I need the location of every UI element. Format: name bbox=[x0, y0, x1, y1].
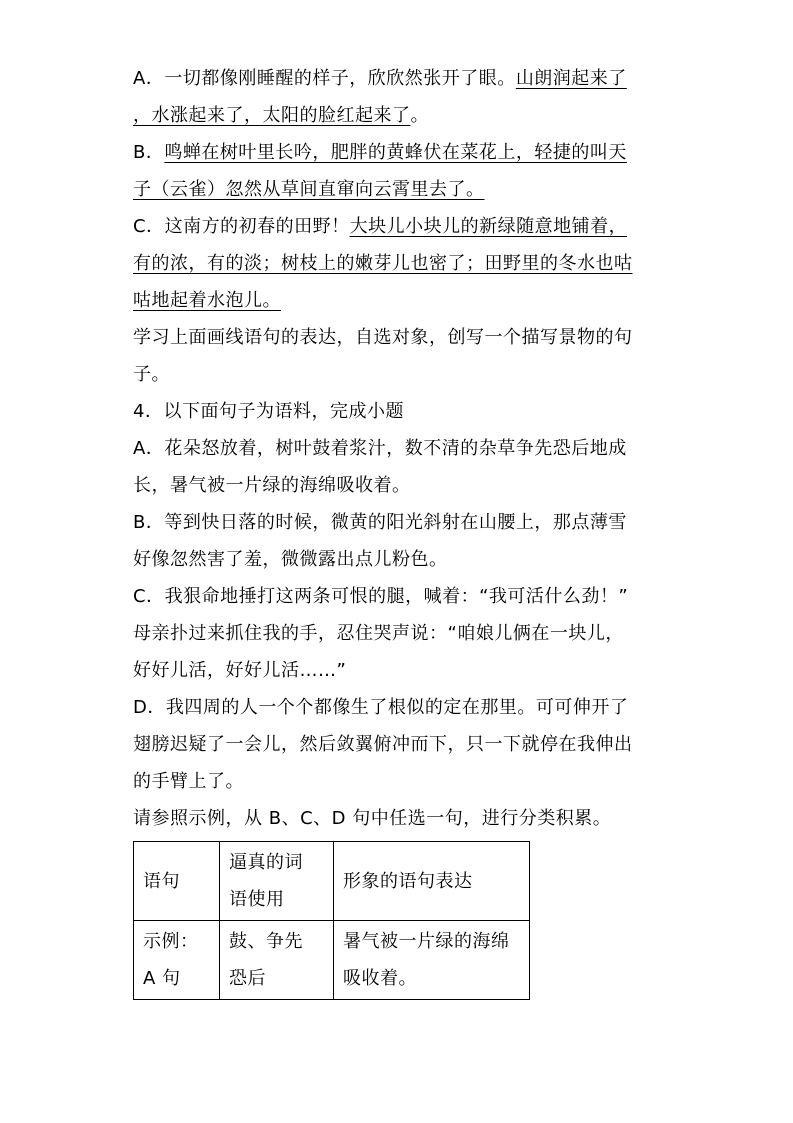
q3-option-b-underlined: 鸣蝉在树叶里长吟，肥胖的黄蜂伏在菜花上，轻捷的叫天 bbox=[164, 142, 627, 163]
table-row bbox=[134, 921, 530, 1000]
example-cell-sentence: 示例： A 句 bbox=[134, 921, 220, 1000]
q4-option-a-line-1: A．花朵怒放着，树叶鼓着浆汁，数不清的杂草争先恐后地成 bbox=[133, 438, 627, 459]
q4-option-d-line-2: 翅膀迟疑了一会儿，然后敛翼俯冲而下，只一下就停在我伸出 bbox=[133, 734, 633, 755]
q4-option-b bbox=[133, 504, 678, 578]
q4-heading: 4．以下面句子为语料，完成小题 bbox=[133, 401, 404, 422]
q4-option-d bbox=[133, 689, 678, 800]
header-cell-expression: 形象的语句表达 bbox=[334, 842, 530, 921]
q3-option-a-underlined-cont: ，水涨起来了，太阳的脸红起来了 bbox=[133, 105, 411, 126]
q4-option-c-line-1: C．我狠命地捶打这两条可恨的腿，喊着：“我可活什么劲！” bbox=[133, 586, 629, 607]
q4-option-c bbox=[133, 578, 678, 689]
q3-option-c-underlined-end: 咕地起着水泡儿。 bbox=[133, 290, 281, 311]
q3-task-line-1: 学习上面画线语句的表达，自选对象，创写一个描写景物的句 bbox=[133, 327, 633, 348]
q3-option-b-label: B． bbox=[133, 142, 165, 163]
q4-instruction: 请参照示例，从 B、C、D 句中任选一句，进行分类积累。 bbox=[133, 808, 612, 829]
table-header-row bbox=[134, 842, 530, 921]
q3-option-c-underlined-cont: 有的浓，有的淡；树枝上的嫩芽儿也密了；田野里的冬水也咕 bbox=[133, 253, 633, 274]
q3-option-b-underlined-cont: 子（云雀）忽然从草间直窜向云霄里去了。 bbox=[133, 179, 485, 200]
q3-option-c bbox=[133, 208, 678, 319]
q3-option-a-period: 。 bbox=[410, 105, 429, 126]
header-cell-word-use: 逼真的词 语使用 bbox=[220, 842, 334, 921]
worksheet-page bbox=[133, 60, 678, 1000]
q4-option-d-line-3: 的手臂上了。 bbox=[133, 771, 244, 792]
q3-option-b bbox=[133, 134, 678, 208]
example-cell-word-use: 鼓、争先 恐后 bbox=[220, 921, 334, 1000]
q3-task-line-2: 子。 bbox=[133, 364, 170, 385]
q4-option-b-line-1: B．等到快日落的时候，微黄的阳光斜射在山腰上，那点薄雪 bbox=[133, 512, 627, 533]
q3-option-a-underlined: 山朗润起来了 bbox=[515, 68, 627, 89]
q3-option-c-underlined: 大块儿小块儿的新绿随意地铺着， bbox=[349, 216, 628, 237]
q4-option-c-line-3: 好好儿活，好好儿活……” bbox=[133, 660, 347, 681]
q4-option-b-line-2: 好像忽然害了羞，微微露出点儿粉色。 bbox=[133, 549, 448, 570]
q4-option-d-line-1: D．我四周的人一个个都像生了根似的定在那里。可可伸开了 bbox=[133, 697, 629, 718]
q3-option-a bbox=[133, 60, 678, 134]
classification-table bbox=[133, 841, 530, 1000]
q4-option-a-line-2: 长，暑气被一片绿的海绵吸收着。 bbox=[133, 475, 411, 496]
q3-option-c-text: C．这南方的初春的田野！ bbox=[133, 216, 350, 237]
q4-option-a bbox=[133, 430, 678, 504]
q3-task bbox=[133, 319, 678, 393]
header-cell-sentence: 语句 bbox=[134, 842, 220, 921]
q4-option-c-line-2: 母亲扑过来抓住我的手，忍住哭声说：“咱娘儿俩在一块儿， bbox=[133, 623, 624, 644]
example-cell-expression: 暑气被一片绿的海绵 吸收着。 bbox=[334, 921, 530, 1000]
q3-option-a-text: A．一切都像刚睡醒的样子，欣欣然张开了眼。 bbox=[133, 68, 516, 89]
